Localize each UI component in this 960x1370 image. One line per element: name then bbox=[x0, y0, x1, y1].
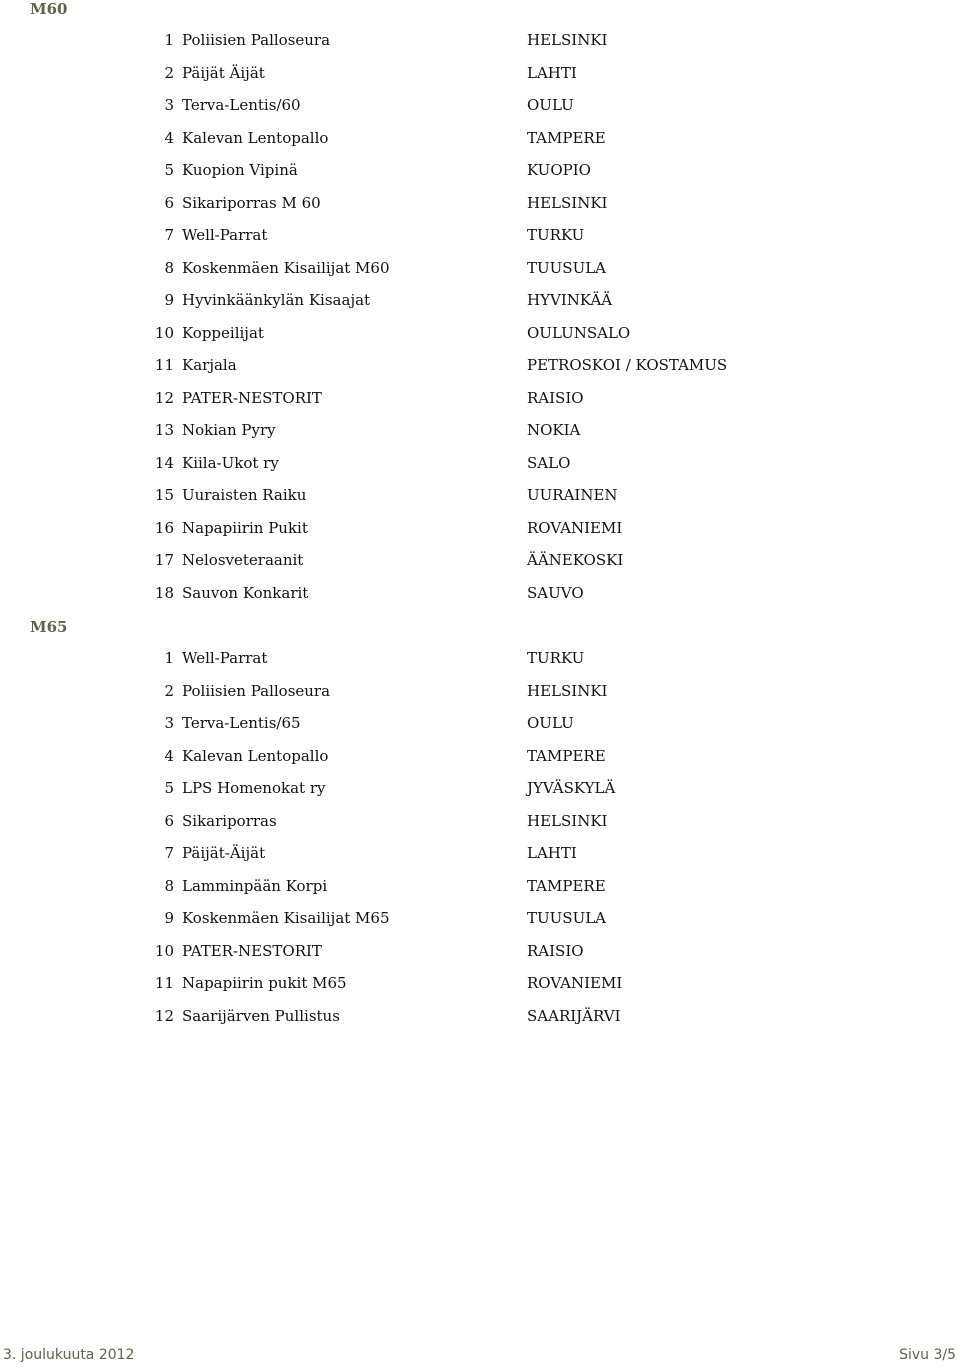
row-rank: 17 bbox=[154, 551, 174, 569]
row-team: Napapiirin pukit M65 bbox=[182, 974, 347, 992]
row-team: Uuraisten Raiku bbox=[182, 486, 307, 504]
table-row bbox=[0, 324, 960, 357]
row-city: HELSINKI bbox=[527, 31, 608, 49]
row-team: Päijät Äijät bbox=[182, 63, 265, 82]
row-team: Napapiirin Pukit bbox=[182, 518, 308, 537]
row-rank: 10 bbox=[154, 323, 174, 342]
table-row bbox=[0, 519, 960, 552]
row-rank: 6 bbox=[164, 193, 174, 212]
row-rank: 5 bbox=[164, 779, 174, 797]
table-row bbox=[0, 421, 960, 454]
row-rank: 12 bbox=[154, 388, 174, 407]
row-city: TAMPERE bbox=[527, 128, 606, 147]
table-row bbox=[0, 942, 960, 975]
ranking-list-m65 bbox=[0, 649, 960, 1039]
row-rank: 3 bbox=[164, 96, 174, 114]
table-row bbox=[0, 682, 960, 715]
row-team: Well-Parrat bbox=[182, 649, 268, 667]
table-row bbox=[0, 129, 960, 162]
table-row bbox=[0, 812, 960, 845]
row-city: NOKIA bbox=[527, 421, 581, 439]
row-city: TURKU bbox=[527, 649, 585, 667]
row-team: Poliisien Palloseura bbox=[182, 681, 331, 700]
row-city: OULU bbox=[527, 714, 574, 732]
row-city: TUUSULA bbox=[527, 258, 606, 277]
row-city: KUOPIO bbox=[527, 161, 591, 179]
ranking-list-m60 bbox=[0, 31, 960, 616]
row-city: ÄÄNEKOSKI bbox=[527, 551, 624, 569]
row-rank: 9 bbox=[164, 291, 174, 309]
row-rank: 8 bbox=[164, 258, 174, 277]
row-city: LAHTI bbox=[527, 63, 577, 82]
section-title-m65: M65 bbox=[30, 618, 68, 636]
row-city: LAHTI bbox=[527, 844, 577, 862]
table-row bbox=[0, 714, 960, 747]
row-rank: 11 bbox=[154, 356, 174, 374]
row-team: PATER-NESTORIT bbox=[182, 388, 322, 407]
row-city: SALO bbox=[527, 453, 571, 472]
table-row bbox=[0, 747, 960, 780]
row-team: Koskenmäen Kisailijat M60 bbox=[182, 258, 390, 277]
row-rank: 8 bbox=[164, 876, 174, 895]
row-city: PETROSKOI / KOSTAMUS bbox=[527, 356, 728, 374]
row-city: ROVANIEMI bbox=[527, 974, 623, 992]
footer-page-number: Sivu 3/5 bbox=[899, 1347, 956, 1363]
table-row bbox=[0, 31, 960, 64]
row-team: LPS Homenokat ry bbox=[182, 779, 326, 797]
row-rank: 1 bbox=[164, 649, 174, 667]
row-city: UURAINEN bbox=[527, 486, 618, 504]
row-city: HELSINKI bbox=[527, 681, 608, 700]
row-rank: 1 bbox=[164, 31, 174, 49]
table-row bbox=[0, 96, 960, 129]
table-row bbox=[0, 584, 960, 617]
row-rank: 5 bbox=[164, 161, 174, 179]
row-rank: 4 bbox=[164, 746, 174, 765]
table-row bbox=[0, 64, 960, 97]
row-team: Kalevan Lentopallo bbox=[182, 128, 329, 147]
row-team: Karjala bbox=[182, 356, 237, 374]
row-city: SAUVO bbox=[527, 583, 584, 602]
table-row bbox=[0, 291, 960, 324]
row-rank: 15 bbox=[154, 486, 174, 504]
row-team: Kiila-Ukot ry bbox=[182, 453, 279, 472]
row-city: JYVÄSKYLÄ bbox=[527, 779, 616, 797]
row-rank: 4 bbox=[164, 128, 174, 147]
row-rank: 9 bbox=[164, 909, 174, 927]
row-team: Nelosveteraanit bbox=[182, 551, 304, 569]
row-rank: 7 bbox=[164, 844, 174, 862]
row-city: OULU bbox=[527, 96, 574, 114]
row-city: TAMPERE bbox=[527, 876, 606, 895]
table-row bbox=[0, 909, 960, 942]
row-city: HYVINKÄÄ bbox=[527, 291, 613, 309]
table-row bbox=[0, 1007, 960, 1040]
row-team: Poliisien Palloseura bbox=[182, 31, 331, 49]
footer-date: 3. joulukuuta 2012 bbox=[3, 1347, 135, 1363]
table-row bbox=[0, 389, 960, 422]
row-city: HELSINKI bbox=[527, 193, 608, 212]
row-team: Well-Parrat bbox=[182, 226, 268, 244]
row-city: TUUSULA bbox=[527, 909, 606, 927]
row-city: ROVANIEMI bbox=[527, 518, 623, 537]
row-city: HELSINKI bbox=[527, 811, 608, 830]
row-rank: 7 bbox=[164, 226, 174, 244]
row-rank: 11 bbox=[154, 974, 174, 992]
row-rank: 2 bbox=[164, 681, 174, 700]
row-team: Kalevan Lentopallo bbox=[182, 746, 329, 765]
table-row bbox=[0, 877, 960, 910]
table-row bbox=[0, 259, 960, 292]
row-rank: 14 bbox=[154, 453, 174, 472]
row-team: Kuopion Vipinä bbox=[182, 161, 298, 179]
row-team: Sikariporras M 60 bbox=[182, 193, 321, 212]
table-row bbox=[0, 454, 960, 487]
row-team: Terva-Lentis/65 bbox=[182, 714, 301, 732]
row-rank: 6 bbox=[164, 811, 174, 830]
row-team: Lamminpään Korpi bbox=[182, 876, 328, 895]
table-row bbox=[0, 974, 960, 1007]
row-team: Terva-Lentis/60 bbox=[182, 96, 301, 114]
row-rank: 18 bbox=[154, 583, 174, 602]
row-team: PATER-NESTORIT bbox=[182, 941, 322, 960]
row-team: Päijät-Äijät bbox=[182, 844, 266, 862]
table-row bbox=[0, 649, 960, 682]
row-team: Hyvinkäänkylän Kisaajat bbox=[182, 291, 371, 309]
row-rank: 3 bbox=[164, 714, 174, 732]
table-row bbox=[0, 194, 960, 227]
table-row bbox=[0, 161, 960, 194]
row-team: Sauvon Konkarit bbox=[182, 583, 309, 602]
table-row bbox=[0, 486, 960, 519]
row-rank: 12 bbox=[154, 1006, 174, 1025]
row-team: Koppeilijat bbox=[182, 323, 264, 342]
row-rank: 10 bbox=[154, 941, 174, 960]
table-row bbox=[0, 844, 960, 877]
table-row bbox=[0, 226, 960, 259]
table-row bbox=[0, 356, 960, 389]
table-row bbox=[0, 779, 960, 812]
section-title-m60: M60 bbox=[30, 0, 68, 18]
row-rank: 16 bbox=[154, 518, 174, 537]
row-city: RAISIO bbox=[527, 388, 584, 407]
row-rank: 13 bbox=[154, 421, 174, 439]
row-city: TURKU bbox=[527, 226, 585, 244]
row-team: Saarijärven Pullistus bbox=[182, 1006, 340, 1025]
row-city: TAMPERE bbox=[527, 746, 606, 765]
row-city: OULUNSALO bbox=[527, 323, 631, 342]
row-team: Nokian Pyry bbox=[182, 421, 276, 439]
table-row bbox=[0, 551, 960, 584]
row-rank: 2 bbox=[164, 63, 174, 82]
row-team: Koskenmäen Kisailijat M65 bbox=[182, 909, 390, 927]
row-city: RAISIO bbox=[527, 941, 584, 960]
row-team: Sikariporras bbox=[182, 811, 277, 830]
row-city: SAARIJÄRVI bbox=[527, 1006, 621, 1025]
